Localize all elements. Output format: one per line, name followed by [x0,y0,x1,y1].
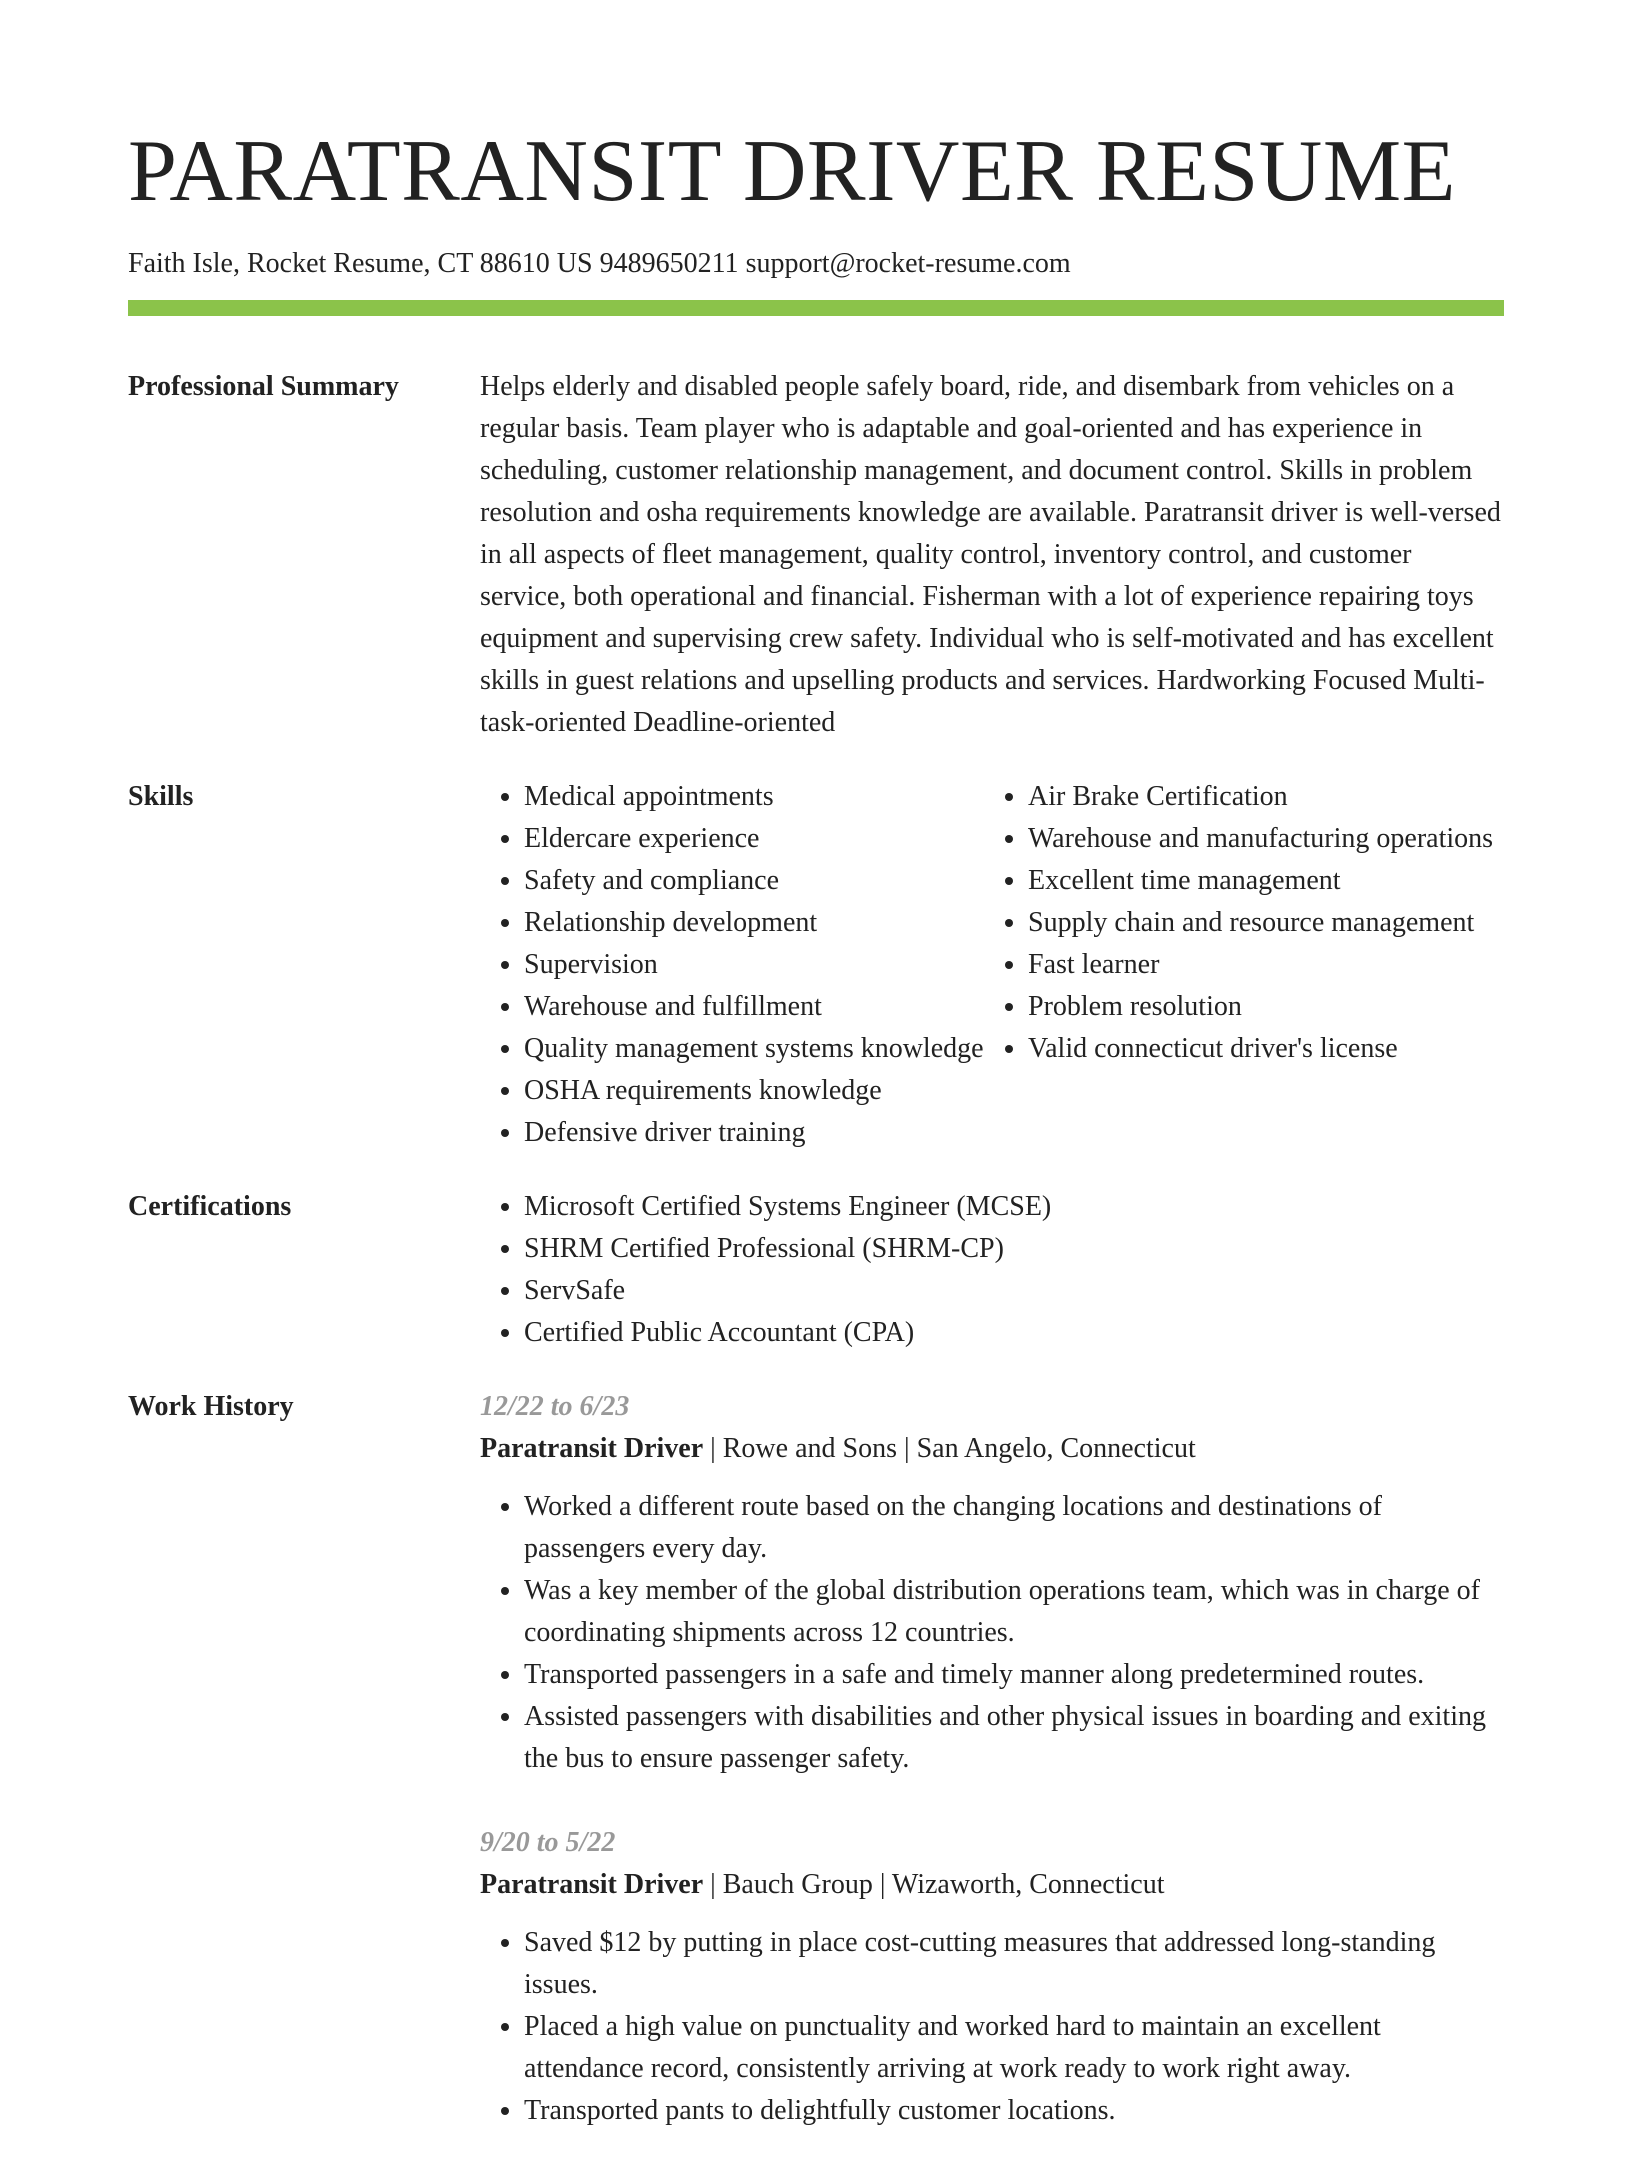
skill-item: • Supervision [524,944,984,986]
skill-item: • Defensive driver training [524,1112,984,1154]
skill-item: • Air Brake Certification [1028,776,1504,818]
skills-column-right [984,776,1504,1154]
job-bullet: • Assisted passengers with disabilities and other physical issues in boarding and exiting the bus to ensure passenger safety. [524,1696,1504,1780]
work-history-section [128,1386,1504,2174]
resume-title: PARATRANSIT DRIVER RESUME [128,123,1456,220]
skill-item: • Relationship development [524,902,984,944]
contact-line [128,246,1504,282]
skill-item: • Problem resolution [1028,986,1504,1028]
skill-item: • Warehouse and manufacturing operations [1028,818,1504,860]
job-entry [480,1386,1504,1780]
job-role: Paratransit Driver [480,1869,704,1900]
job-details: | Bauch Group | Wizaworth, Connecticut [703,1869,1165,1900]
contact-address: Rocket Resume, CT 88610 US [247,248,593,279]
skills-section [128,776,1504,1154]
job-bullet: • Placed a high value on punctuality and worked hard to maintain an excellent attendance record, consistently arriving at work ready to work right away. [524,2006,1504,2090]
work-history-body [480,1386,1504,2174]
skill-item: • Warehouse and fulfillment [524,986,984,1028]
section-label-certifications: Certifications [128,1191,292,1222]
skill-item: • Medical appointments [524,776,984,818]
resume-page [128,0,1504,2174]
job-dates: 9/20 to 5/22 [480,1827,616,1858]
section-label-summary: Professional Summary [128,371,399,402]
certifications-list [480,1186,1504,1354]
skill-item: • Fast learner [1028,944,1504,986]
job-dates: 12/22 to 6/23 [480,1391,630,1422]
skill-item: • Supply chain and resource management [1028,902,1504,944]
job-bullet: • Was a key member of the global distribution operations team, which was in charge of coordinating shipments across 12 countries. [524,1570,1504,1654]
summary-body [480,366,1504,744]
job-bullets [480,1486,1504,1780]
skill-item: • Valid connecticut driver's license [1028,1028,1504,1070]
certification-item: • Certified Public Accountant (CPA) [524,1312,1504,1354]
job-header [480,1428,1504,1470]
contact-name: Faith Isle, [128,248,240,279]
certifications-body [480,1186,1504,1354]
skills-list-left [480,776,984,1154]
job-details: | Rowe and Sons | San Angelo, Connecticut [703,1433,1196,1464]
skill-item: • Safety and compliance [524,860,984,902]
certification-item: • SHRM Certified Professional (SHRM-CP) [524,1228,1504,1270]
section-label-skills: Skills [128,781,194,812]
certification-item: • ServSafe [524,1270,1504,1312]
job-bullet: • Worked a different route based on the changing locations and destinations of passengers every day. [524,1486,1504,1570]
job-bullet: • Transported pants to delightfully customer locations. [524,2090,1504,2132]
skill-item: • Quality management systems knowledge [524,1028,984,1070]
skill-item: • OSHA requirements knowledge [524,1070,984,1112]
job-bullets [480,1922,1504,2132]
skills-body [480,776,1504,1154]
job-entry [480,1822,1504,2132]
job-bullet: • Transported passengers in a safe and timely manner along predetermined routes. [524,1654,1504,1696]
job-bullet: • Saved $12 by putting in place cost-cutting measures that addressed long-standing issues. [524,1922,1504,2006]
skills-column-left [480,776,984,1154]
job-header [480,1864,1504,1906]
summary-text: Helps elderly and disabled people safely board, ride, and disembark from vehicles on a regular basis. Team player who is adaptable and goal-oriented and has experience in scheduling, customer relationship management, and document control. Skills in problem resolution and osha requirements knowledge are available. Paratransit driver is well-versed in all aspects of fleet management, quality control, inventory control, and customer service, both operational and financial. Fisherman with a lot of experience repairing toys equipment and supervising crew safety. Individual who is self-motivated and has excellent skills in guest relations and upselling products and services. Hardworking Focused Multi-task-oriented Deadline-oriented [480,371,1501,738]
skills-list-right [984,776,1504,1070]
section-label-work-history: Work History [128,1391,294,1422]
summary-section [128,366,1504,744]
skill-item: • Eldercare experience [524,818,984,860]
skill-item: • Excellent time management [1028,860,1504,902]
contact-phone: 9489650211 [599,248,739,279]
job-role: Paratransit Driver [480,1433,704,1464]
certification-item: • Microsoft Certified Systems Engineer (MCSE) [524,1186,1504,1228]
certifications-section [128,1186,1504,1354]
contact-email: support@rocket-resume.com [745,248,1071,279]
accent-divider [128,300,1504,316]
